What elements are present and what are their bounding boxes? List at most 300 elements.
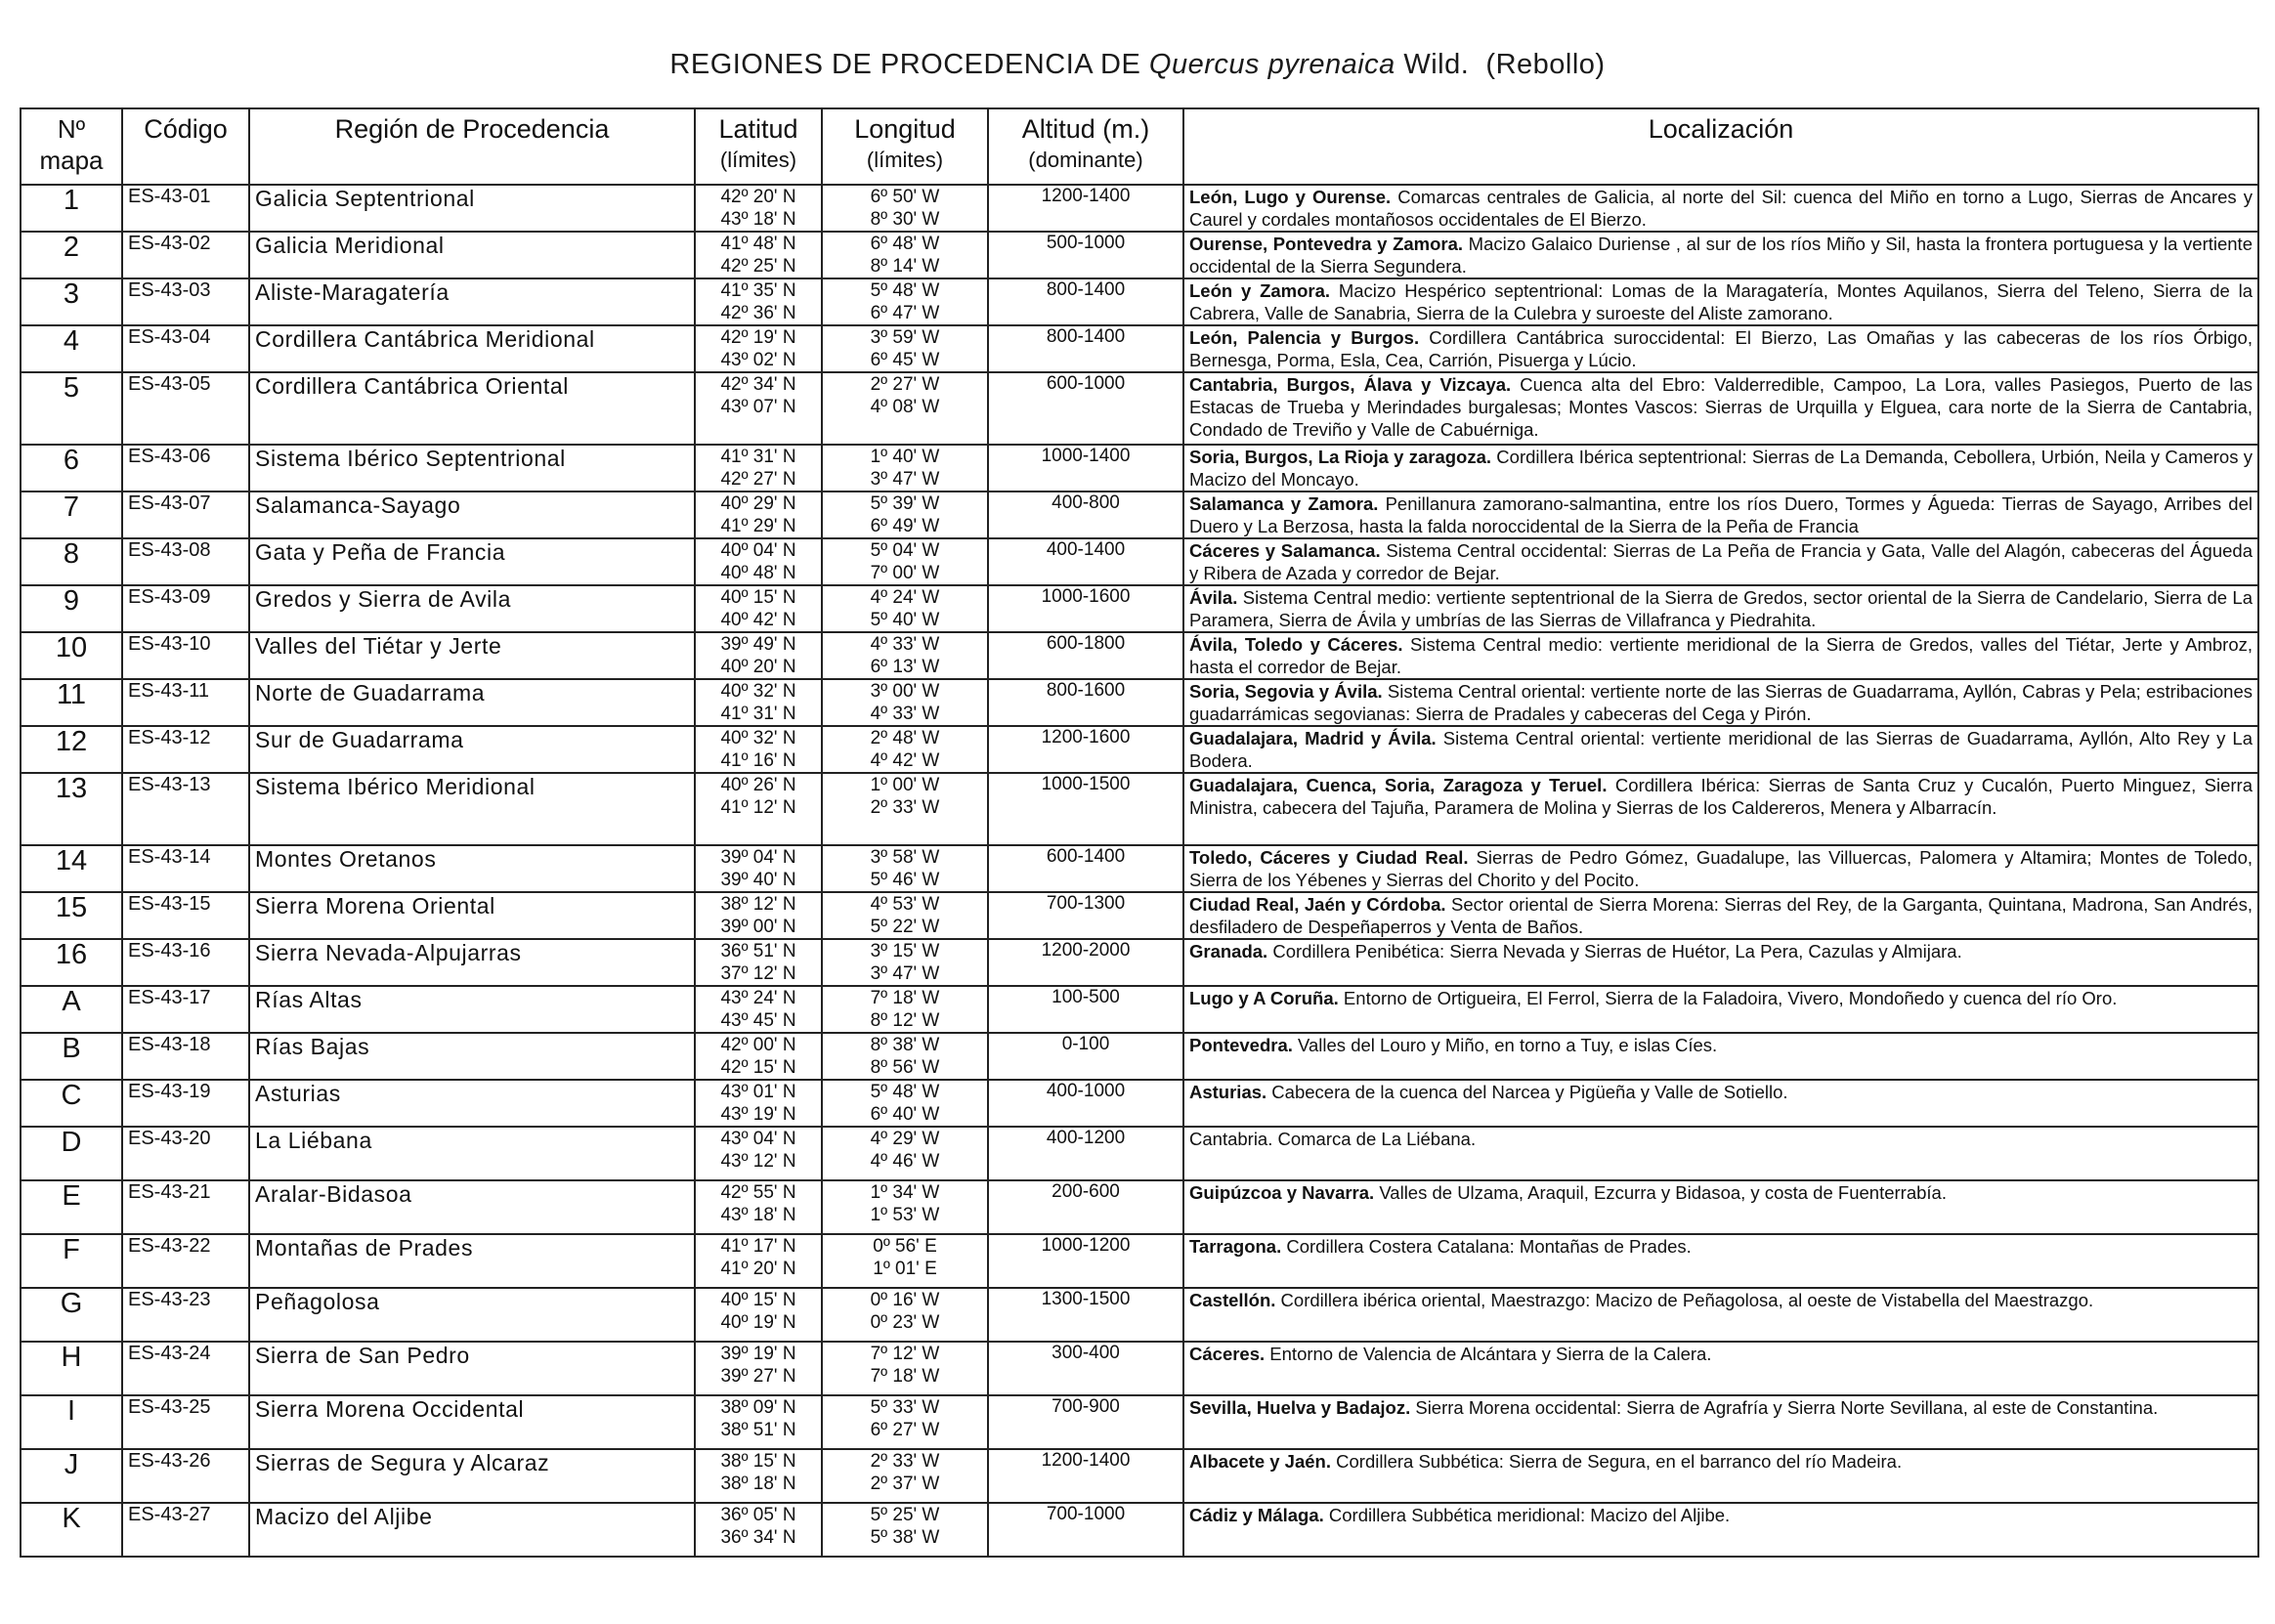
map-number-cell: J [21, 1449, 122, 1503]
location-provinces: Ávila, Toledo y Cáceres. [1189, 634, 1403, 655]
header-longitude [822, 108, 988, 185]
longitude-first: 0º 16' W [870, 1290, 940, 1310]
region-name-cell: Asturias [249, 1080, 695, 1127]
table-row [21, 585, 2258, 632]
latitude-min: 40º 32' N [720, 728, 796, 748]
altitude-cell: 1200-1600 [988, 726, 1183, 773]
location-cell [1183, 1180, 2258, 1234]
latitude-cell [695, 892, 822, 939]
longitude-cell [822, 1395, 988, 1449]
latitude-max: 43º 07' N [720, 397, 796, 417]
location-description: Cantabria. Comarca de La Liébana. [1189, 1129, 1477, 1149]
location-provinces: Salamanca y Zamora. [1189, 493, 1379, 514]
code-cell: ES-43-09 [122, 585, 249, 632]
code-cell: ES-43-10 [122, 632, 249, 679]
location-description: Cordillera Subbética meridional: Macizo del Aljibe. [1323, 1505, 1731, 1525]
altitude-cell: 500-1000 [988, 232, 1183, 278]
header-alt-line2: (dominante) [1028, 148, 1143, 172]
table-row [21, 1449, 2258, 1503]
longitude-second: 6º 27' W [870, 1420, 940, 1440]
latitude-max: 41º 12' N [720, 797, 796, 818]
latitude-cell [695, 1080, 822, 1127]
map-number-cell: E [21, 1180, 122, 1234]
location-description: Cordillera Ibérica: Sierras de Santa Cruz y Cucalón, Puerto Minguez, Sierra Ministra, cabecera del Tajuña, Paramera de Molina y Sierras de los Caldereros, Menera y Albarracín. [1189, 775, 2254, 818]
altitude-cell: 1000-1200 [988, 1234, 1183, 1288]
location-description: Sistema Central occidental: Sierras de La Peña de Francia y Gata, Valle del Alagón, cabeceras del Águeda y Ribera de Azada y corredor de Bejar. [1189, 540, 2253, 583]
latitude-max: 43º 02' N [720, 350, 796, 370]
header-altitude [988, 108, 1183, 185]
table-row [21, 185, 2258, 232]
altitude-cell: 1000-1400 [988, 445, 1183, 491]
longitude-first: 1º 34' W [870, 1182, 940, 1203]
longitude-second: 6º 45' W [870, 350, 940, 370]
longitude-second: 0º 23' W [870, 1312, 940, 1333]
location-description: Cuenca alta del Ebro: Valderredible, Campoo, La Lora, valles Pasiegos, Puerto de las Estacas de Trueba y Merindades burgalesas; Montes Vascos: Sierras de Urquilla y Elguea, cara norte de la Sierra de Cantabria, Condado de Treviño y Valle de Cabuérniga. [1189, 374, 2253, 440]
location-provinces: Cádiz y Málaga. [1189, 1505, 1324, 1525]
latitude-cell [695, 538, 822, 585]
location-cell [1183, 1234, 2258, 1288]
map-number-cell: K [21, 1503, 122, 1557]
latitude-max: 38º 18' N [720, 1474, 796, 1494]
longitude-second: 4º 08' W [870, 397, 940, 417]
latitude-max: 42º 25' N [720, 256, 796, 277]
header-lon-line1: Longitud [854, 114, 956, 144]
region-name-cell: Sierra de San Pedro [249, 1342, 695, 1395]
header-num-line2: mapa [39, 146, 104, 175]
longitude-first: 5º 39' W [870, 493, 940, 514]
map-number-cell: 8 [21, 538, 122, 585]
altitude-cell: 600-1000 [988, 372, 1183, 445]
longitude-cell [822, 1449, 988, 1503]
longitude-second: 5º 38' W [870, 1527, 940, 1548]
latitude-cell [695, 1127, 822, 1180]
longitude-cell [822, 679, 988, 726]
region-name-cell: Montañas de Prades [249, 1234, 695, 1288]
latitude-max: 40º 20' N [720, 657, 796, 677]
code-cell: ES-43-27 [122, 1503, 249, 1557]
latitude-cell [695, 939, 822, 986]
altitude-cell: 400-1400 [988, 538, 1183, 585]
latitude-cell [695, 445, 822, 491]
table-row [21, 1127, 2258, 1180]
location-description: Entorno de Ortigueira, El Ferrol, Sierra de la Faladoira, Vivero, Mondoñedo y cuenca del río Oro. [1338, 988, 2118, 1008]
longitude-cell [822, 1127, 988, 1180]
page-title [0, 49, 2275, 81]
longitude-second: 3º 47' W [870, 963, 940, 984]
table-row [21, 232, 2258, 278]
longitude-second: 8º 14' W [870, 256, 940, 277]
altitude-cell: 300-400 [988, 1342, 1183, 1395]
latitude-cell [695, 679, 822, 726]
location-cell [1183, 445, 2258, 491]
latitude-min: 42º 55' N [720, 1182, 796, 1203]
latitude-cell [695, 726, 822, 773]
location-cell [1183, 986, 2258, 1033]
latitude-max: 43º 12' N [720, 1151, 796, 1172]
map-number-cell: 14 [21, 845, 122, 892]
location-provinces: Lugo y A Coruña. [1189, 988, 1339, 1008]
latitude-max: 41º 29' N [720, 516, 796, 536]
longitude-second: 1º 53' W [870, 1205, 940, 1225]
header-region [249, 108, 695, 185]
region-name-cell: Sierra Morena Occidental [249, 1395, 695, 1449]
table-row [21, 773, 2258, 845]
location-cell [1183, 325, 2258, 372]
longitude-cell [822, 278, 988, 325]
code-cell: ES-43-19 [122, 1080, 249, 1127]
longitude-first: 3º 15' W [870, 941, 940, 962]
longitude-second: 2º 37' W [870, 1474, 940, 1494]
latitude-max: 39º 27' N [720, 1366, 796, 1387]
location-description: Cordillera ibérica oriental, Maestrazgo: Macizo de Peñagolosa, al oeste de Vistabella del Maestrazgo. [1275, 1290, 2094, 1310]
region-name-cell: Cordillera Cantábrica Meridional [249, 325, 695, 372]
longitude-cell [822, 1503, 988, 1557]
location-provinces: Granada. [1189, 941, 1268, 962]
location-cell [1183, 1288, 2258, 1342]
region-name-cell: Salamanca-Sayago [249, 491, 695, 538]
header-code-label: Código [144, 114, 228, 144]
latitude-min: 39º 19' N [720, 1344, 796, 1364]
longitude-second: 6º 40' W [870, 1104, 940, 1125]
location-description: Sistema Central medio: vertiente septentrional de la Sierra de Gredos, sector oriental de la Sierra de Candelario, Sierra de La Paramera, Sierra de Ávila y umbrías de las Sierras de Villafranca y Piedrahita. [1189, 587, 2253, 630]
latitude-cell [695, 1180, 822, 1234]
longitude-second: 8º 30' W [870, 209, 940, 230]
location-cell [1183, 1127, 2258, 1180]
table-row [21, 986, 2258, 1033]
longitude-cell [822, 1234, 988, 1288]
location-description: Penillanura zamorano-salmantina, entre los ríos Duero, Tormes y Águeda: Tierras de Sayago, Arribes del Duero y La Berzosa, hasta la falda noroccidental de la Sierra de la Peña de Francia [1189, 493, 2253, 536]
location-description: Valles de Ulzama, Araquil, Ezcurra y Bidasoa, y costa de Fuenterrabía. [1374, 1182, 1947, 1203]
header-lat-line1: Latitud [718, 114, 798, 144]
code-cell: ES-43-01 [122, 185, 249, 232]
region-name-cell: Sistema Ibérico Septentrional [249, 445, 695, 491]
altitude-cell: 100-500 [988, 986, 1183, 1033]
longitude-cell [822, 538, 988, 585]
location-provinces: Cáceres y Salamanca. [1189, 540, 1381, 561]
latitude-max: 40º 19' N [720, 1312, 796, 1333]
location-description: Macizo Hespérico septentrional: Lomas de la Maragatería, Montes Aquilanos, Sierra del Teleno, Sierra de la Cabrera, Valle de Sanabria, Sierra de la Culebra y suroeste del Aliste zamorano. [1189, 280, 2254, 323]
code-cell: ES-43-20 [122, 1127, 249, 1180]
longitude-cell [822, 1342, 988, 1395]
altitude-cell: 400-800 [988, 491, 1183, 538]
location-description: Cabecera de la cuenca del Narcea y Pigüeña y Valle de Sotiello. [1266, 1082, 1788, 1102]
altitude-cell: 400-1000 [988, 1080, 1183, 1127]
map-number-cell: 16 [21, 939, 122, 986]
title-prefix: REGIONES DE PROCEDENCIA DE [669, 49, 1149, 80]
latitude-min: 41º 48' N [720, 234, 796, 254]
latitude-min: 38º 15' N [720, 1451, 796, 1472]
map-number-cell: I [21, 1395, 122, 1449]
latitude-max: 39º 00' N [720, 917, 796, 937]
location-cell [1183, 726, 2258, 773]
region-name-cell: Montes Oretanos [249, 845, 695, 892]
altitude-cell: 600-1400 [988, 845, 1183, 892]
region-name-cell: Galicia Septentrional [249, 185, 695, 232]
latitude-min: 40º 29' N [720, 493, 796, 514]
location-cell [1183, 1033, 2258, 1080]
location-description: Cordillera Costera Catalana: Montañas de Prades. [1281, 1236, 1692, 1257]
longitude-cell [822, 845, 988, 892]
latitude-cell [695, 1449, 822, 1503]
latitude-min: 43º 04' N [720, 1129, 796, 1149]
location-cell [1183, 845, 2258, 892]
altitude-cell: 700-900 [988, 1395, 1183, 1449]
code-cell: ES-43-11 [122, 679, 249, 726]
altitude-cell: 800-1600 [988, 679, 1183, 726]
latitude-max: 39º 40' N [720, 870, 796, 890]
region-name-cell: Sur de Guadarrama [249, 726, 695, 773]
region-name-cell: Peñagolosa [249, 1288, 695, 1342]
region-name-cell: Rías Bajas [249, 1033, 695, 1080]
longitude-first: 2º 27' W [870, 374, 940, 395]
latitude-min: 43º 24' N [720, 988, 796, 1008]
latitude-min: 41º 31' N [720, 447, 796, 467]
location-cell [1183, 372, 2258, 445]
location-description: Sistema Central medio: vertiente meridional de la Sierra de Gredos, valles del Tiétar, Jerte y Ambroz, hasta el corredor de Bejar. [1189, 634, 2253, 677]
location-provinces: Guadalajara, Madrid y Ávila. [1189, 728, 1437, 748]
longitude-first: 3º 58' W [870, 847, 940, 868]
longitude-cell [822, 986, 988, 1033]
latitude-cell [695, 1288, 822, 1342]
region-name-cell: La Liébana [249, 1127, 695, 1180]
latitude-cell [695, 585, 822, 632]
longitude-cell [822, 892, 988, 939]
location-provinces: Tarragona. [1189, 1236, 1282, 1257]
longitude-second: 5º 46' W [870, 870, 940, 890]
longitude-second: 7º 00' W [870, 563, 940, 583]
longitude-cell [822, 939, 988, 986]
latitude-min: 42º 00' N [720, 1035, 796, 1055]
longitude-first: 6º 50' W [870, 187, 940, 207]
header-map-number [21, 108, 122, 185]
location-cell [1183, 1449, 2258, 1503]
location-description: Sierras de Pedro Gómez, Guadalupe, las Villuercas, Palomera y Altamira; Montes de Toledo, Sierra de los Yébenes y Sierras del Chorito y del Pocito. [1189, 847, 2253, 890]
map-number-cell: 11 [21, 679, 122, 726]
table-row [21, 892, 2258, 939]
table-row [21, 939, 2258, 986]
altitude-cell: 1300-1500 [988, 1288, 1183, 1342]
table-row [21, 278, 2258, 325]
longitude-first: 8º 38' W [870, 1035, 940, 1055]
location-provinces: Soria, Segovia y Ávila. [1189, 681, 1383, 702]
region-name-cell: Galicia Meridional [249, 232, 695, 278]
table-row [21, 1288, 2258, 1342]
latitude-min: 38º 09' N [720, 1397, 796, 1418]
table-row [21, 538, 2258, 585]
map-number-cell: 15 [21, 892, 122, 939]
longitude-first: 5º 04' W [870, 540, 940, 561]
location-provinces: Soria, Burgos, La Rioja y zaragoza. [1189, 447, 1492, 467]
latitude-cell [695, 1342, 822, 1395]
code-cell: ES-43-12 [122, 726, 249, 773]
location-provinces: Ourense, Pontevedra y Zamora. [1189, 234, 1464, 254]
header-region-label: Región de Procedencia [334, 114, 610, 144]
location-provinces: Guipúzcoa y Navarra. [1189, 1182, 1375, 1203]
region-name-cell: Valles del Tiétar y Jerte [249, 632, 695, 679]
longitude-cell [822, 445, 988, 491]
location-provinces: Pontevedra. [1189, 1035, 1293, 1055]
latitude-cell [695, 1503, 822, 1557]
location-provinces: Ciudad Real, Jaén y Córdoba. [1189, 894, 1446, 915]
location-cell [1183, 538, 2258, 585]
location-cell [1183, 232, 2258, 278]
header-alt-line1: Altitud (m.) [1021, 114, 1150, 144]
location-description: Valles del Louro y Miño, en torno a Tuy, e islas Cíes. [1292, 1035, 1718, 1055]
longitude-first: 4º 29' W [870, 1129, 940, 1149]
map-number-cell: 10 [21, 632, 122, 679]
altitude-cell: 800-1400 [988, 325, 1183, 372]
map-number-cell: 2 [21, 232, 122, 278]
map-number-cell: 9 [21, 585, 122, 632]
altitude-cell: 700-1000 [988, 1503, 1183, 1557]
longitude-first: 5º 33' W [870, 1397, 940, 1418]
longitude-first: 2º 48' W [870, 728, 940, 748]
header-location [1183, 108, 2258, 185]
latitude-min: 42º 20' N [720, 187, 796, 207]
code-cell: ES-43-03 [122, 278, 249, 325]
location-description: Macizo Galaico Duriense , al sur de los ríos Miño y Sil, hasta la frontera portuguesa y la vertiente occidental de la Sierra Segundera. [1189, 234, 2253, 277]
latitude-min: 36º 51' N [720, 941, 796, 962]
latitude-min: 40º 15' N [720, 587, 796, 608]
longitude-second: 6º 13' W [870, 657, 940, 677]
location-cell [1183, 1503, 2258, 1557]
altitude-cell: 0-100 [988, 1033, 1183, 1080]
code-cell: ES-43-21 [122, 1180, 249, 1234]
code-cell: ES-43-23 [122, 1288, 249, 1342]
longitude-first: 4º 33' W [870, 634, 940, 655]
latitude-cell [695, 491, 822, 538]
table-row [21, 445, 2258, 491]
latitude-min: 39º 04' N [720, 847, 796, 868]
region-name-cell: Aralar-Bidasoa [249, 1180, 695, 1234]
location-cell [1183, 892, 2258, 939]
code-cell: ES-43-08 [122, 538, 249, 585]
map-number-cell: F [21, 1234, 122, 1288]
latitude-min: 38º 12' N [720, 894, 796, 915]
region-name-cell: Gata y Peña de Francia [249, 538, 695, 585]
longitude-second: 7º 18' W [870, 1366, 940, 1387]
latitude-cell [695, 845, 822, 892]
region-name-cell: Sierras de Segura y Alcaraz [249, 1449, 695, 1503]
altitude-cell: 1200-1400 [988, 185, 1183, 232]
code-cell: ES-43-16 [122, 939, 249, 986]
longitude-cell [822, 726, 988, 773]
latitude-min: 42º 19' N [720, 327, 796, 348]
latitude-max: 40º 48' N [720, 563, 796, 583]
code-cell: ES-43-07 [122, 491, 249, 538]
regions-table [20, 107, 2259, 1558]
location-provinces: Toledo, Cáceres y Ciudad Real. [1189, 847, 1469, 868]
region-name-cell: Sierra Nevada-Alpujarras [249, 939, 695, 986]
location-description: Comarcas centrales de Galicia, al norte del Sil: cuenca del Miño en torno a Lugo, Sierras de Ancares y Caurel y cordales montañosos occidentales de El Bierzo. [1189, 187, 2253, 230]
latitude-min: 40º 15' N [720, 1290, 796, 1310]
longitude-cell [822, 585, 988, 632]
longitude-first: 3º 00' W [870, 681, 940, 702]
location-cell [1183, 278, 2258, 325]
longitude-second: 5º 40' W [870, 610, 940, 630]
header-num-line1: Nº [57, 114, 86, 144]
longitude-first: 4º 53' W [870, 894, 940, 915]
latitude-max: 42º 36' N [720, 303, 796, 323]
latitude-cell [695, 278, 822, 325]
code-cell: ES-43-14 [122, 845, 249, 892]
latitude-min: 40º 26' N [720, 775, 796, 795]
longitude-first: 5º 48' W [870, 280, 940, 301]
latitude-min: 39º 49' N [720, 634, 796, 655]
location-description: Sistema Central oriental: vertiente norte de las Sierras de Guadarrama, Ayllón, Cabras y Pela; estribaciones guadarrámicas segovianas: Sierra de Pradales y cabeceras del Cega y Pirón. [1189, 681, 2253, 724]
location-cell [1183, 1080, 2258, 1127]
location-cell [1183, 632, 2258, 679]
map-number-cell: G [21, 1288, 122, 1342]
latitude-max: 40º 42' N [720, 610, 796, 630]
map-number-cell: 13 [21, 773, 122, 845]
map-number-cell: A [21, 986, 122, 1033]
region-name-cell: Rías Altas [249, 986, 695, 1033]
regions-table-body [21, 185, 2258, 1557]
longitude-second: 6º 47' W [870, 303, 940, 323]
longitude-second: 4º 46' W [870, 1151, 940, 1172]
header-loc-label: Localización [1648, 114, 1794, 144]
map-number-cell: 7 [21, 491, 122, 538]
location-provinces: Cáceres. [1189, 1344, 1266, 1364]
longitude-second: 2º 33' W [870, 797, 940, 818]
latitude-cell [695, 986, 822, 1033]
longitude-second: 5º 22' W [870, 917, 940, 937]
latitude-max: 42º 27' N [720, 469, 796, 490]
region-name-cell: Gredos y Sierra de Avila [249, 585, 695, 632]
latitude-max: 43º 19' N [720, 1104, 796, 1125]
title-species: Quercus pyrenaica [1148, 49, 1395, 80]
region-name-cell: Cordillera Cantábrica Oriental [249, 372, 695, 445]
table-row [21, 679, 2258, 726]
title-author: Wild. [1395, 49, 1470, 80]
altitude-cell: 200-600 [988, 1180, 1183, 1234]
longitude-first: 7º 12' W [870, 1344, 940, 1364]
table-row [21, 1503, 2258, 1557]
map-number-cell: 12 [21, 726, 122, 773]
longitude-cell [822, 1180, 988, 1234]
longitude-second: 4º 42' W [870, 750, 940, 771]
altitude-cell: 1000-1600 [988, 585, 1183, 632]
longitude-cell [822, 185, 988, 232]
location-description: Sistema Central oriental: vertiente meridional de las Sierras de Guadarrama, Ayllón, Alto Rey y La Bodera. [1189, 728, 2253, 771]
location-provinces: Asturias. [1189, 1082, 1267, 1102]
longitude-cell [822, 325, 988, 372]
header-code [122, 108, 249, 185]
location-description: Cordillera Subbética: Sierra de Segura, en el barranco del río Madeira. [1331, 1451, 1903, 1472]
table-row [21, 632, 2258, 679]
altitude-cell: 1200-2000 [988, 939, 1183, 986]
code-cell: ES-43-04 [122, 325, 249, 372]
latitude-max: 43º 18' N [720, 209, 796, 230]
altitude-cell: 700-1300 [988, 892, 1183, 939]
code-cell: ES-43-17 [122, 986, 249, 1033]
longitude-second: 8º 12' W [870, 1010, 940, 1031]
location-provinces: Ávila. [1189, 587, 1238, 608]
location-cell [1183, 491, 2258, 538]
code-cell: ES-43-15 [122, 892, 249, 939]
longitude-cell [822, 1033, 988, 1080]
longitude-cell [822, 632, 988, 679]
location-provinces: León y Zamora. [1189, 280, 1331, 301]
region-name-cell: Sierra Morena Oriental [249, 892, 695, 939]
code-cell: ES-43-24 [122, 1342, 249, 1395]
latitude-max: 43º 45' N [720, 1010, 796, 1031]
longitude-first: 5º 48' W [870, 1082, 940, 1102]
map-number-cell: C [21, 1080, 122, 1127]
latitude-max: 43º 18' N [720, 1205, 796, 1225]
longitude-first: 6º 48' W [870, 234, 940, 254]
